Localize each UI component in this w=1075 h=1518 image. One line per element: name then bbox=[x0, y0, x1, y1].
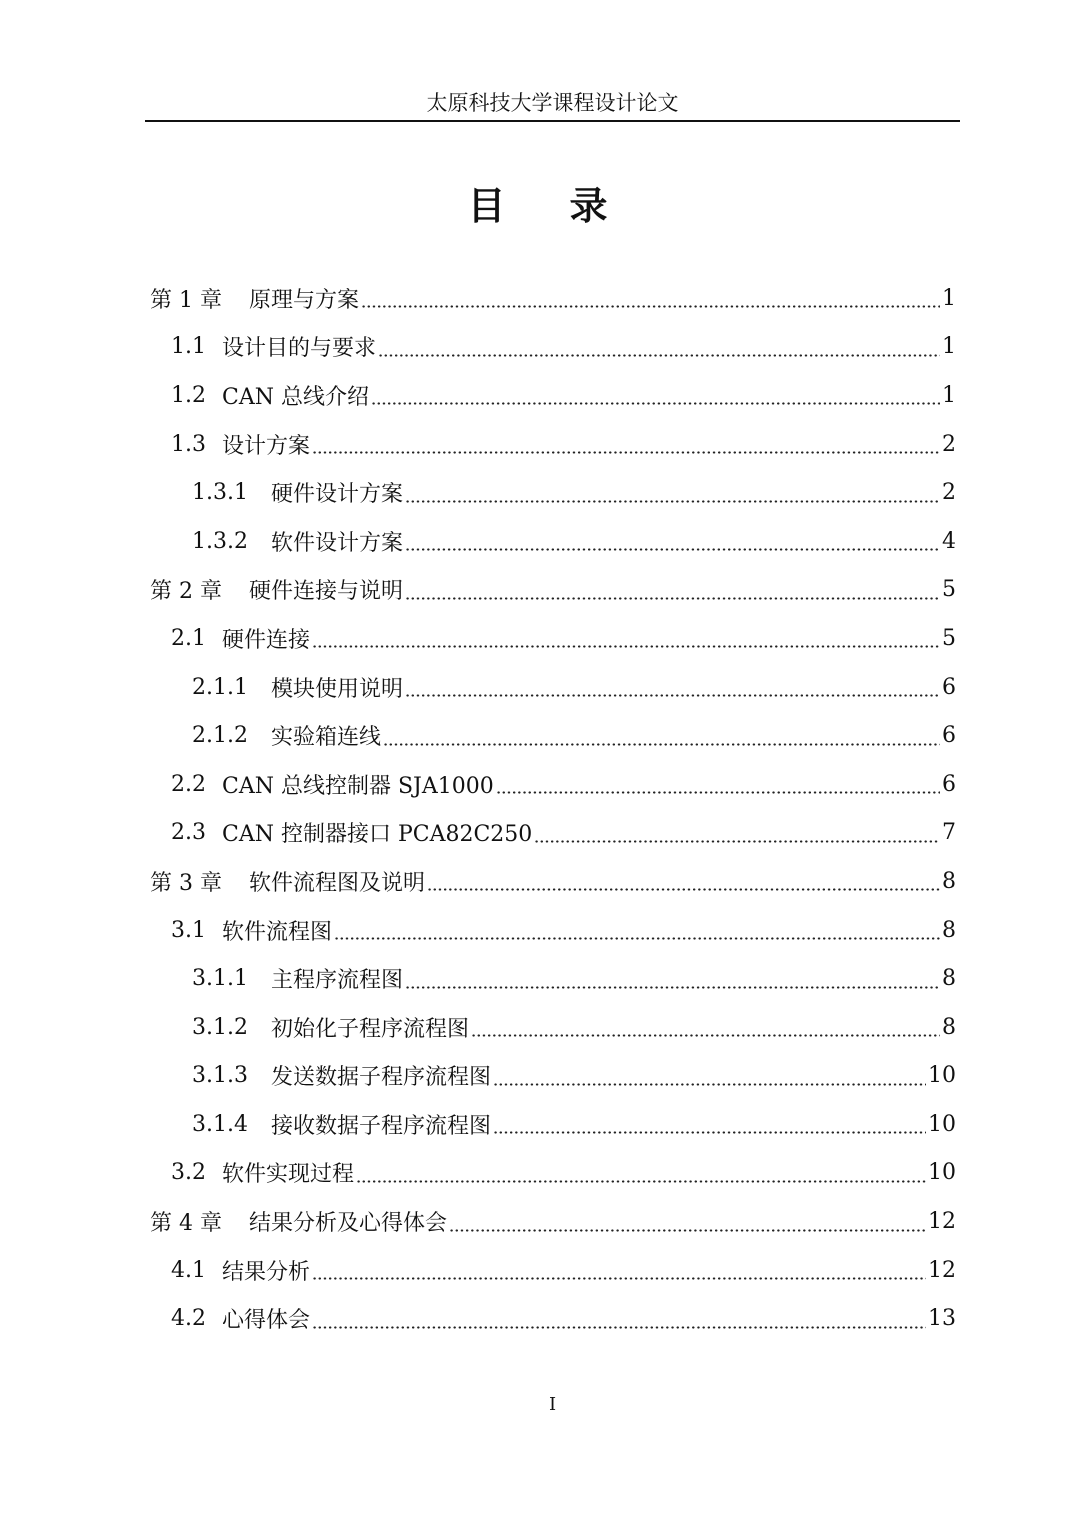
toc-entry-page: 6 bbox=[942, 723, 956, 749]
toc-dot-leader bbox=[471, 1016, 940, 1038]
toc-dot-leader bbox=[496, 773, 940, 795]
toc-entry-number: 4.1 bbox=[171, 1257, 206, 1283]
toc-entry-number: 3.1.4 bbox=[192, 1111, 248, 1137]
toc-dot-leader bbox=[312, 433, 940, 455]
toc-entry-page: 4 bbox=[942, 528, 956, 554]
toc-entry[interactable] bbox=[150, 1246, 956, 1295]
toc-entry-number: 3.1.3 bbox=[192, 1063, 248, 1089]
toc-entry-number: 第 1 章 bbox=[150, 287, 222, 313]
toc-entry[interactable] bbox=[150, 711, 956, 760]
toc-entry-page: 8 bbox=[942, 868, 956, 894]
toc-entry-page: 10 bbox=[928, 1111, 956, 1137]
toc-entry-label: CAN 总线介绍 bbox=[222, 384, 369, 410]
toc-entry[interactable] bbox=[150, 420, 956, 469]
toc-entry-number: 4.2 bbox=[171, 1306, 206, 1332]
toc-entry-number: 第 3 章 bbox=[150, 870, 222, 896]
toc-entry-page: 8 bbox=[942, 966, 956, 992]
toc-entry-page: 7 bbox=[942, 820, 956, 846]
toc-entry[interactable] bbox=[150, 1003, 956, 1052]
toc-entry[interactable] bbox=[150, 1294, 956, 1343]
toc-entry-page: 8 bbox=[942, 917, 956, 943]
toc-dot-leader bbox=[405, 482, 940, 504]
toc-dot-leader bbox=[427, 870, 940, 892]
toc-entry[interactable] bbox=[150, 809, 956, 858]
toc-entry-page: 6 bbox=[942, 674, 956, 700]
running-header bbox=[145, 88, 960, 122]
toc-entry-label: 软件设计方案 bbox=[271, 530, 404, 556]
toc-dot-leader bbox=[493, 1065, 926, 1087]
toc-title bbox=[0, 183, 1075, 229]
toc-entry[interactable] bbox=[150, 1052, 956, 1101]
toc-dot-leader bbox=[534, 822, 940, 844]
toc-entry-label: 设计方案 bbox=[222, 433, 311, 459]
toc-entry-label: 结果分析 bbox=[222, 1259, 311, 1285]
toc-entry[interactable] bbox=[150, 517, 956, 566]
toc-dot-leader bbox=[334, 919, 940, 941]
toc-entry-number: 第 4 章 bbox=[150, 1211, 222, 1237]
toc-entry-number: 3.1.1 bbox=[192, 966, 248, 992]
toc-entry-number: 1.3.1 bbox=[192, 480, 248, 506]
toc-entry-label: 实验箱连线 bbox=[271, 725, 382, 751]
toc-entry-page: 13 bbox=[928, 1306, 956, 1332]
toc-entry[interactable] bbox=[150, 468, 956, 517]
toc-entry-label: 硬件连接与说明 bbox=[249, 579, 404, 605]
toc-dot-leader bbox=[383, 725, 940, 747]
toc-entry-label: 设计目的与要求 bbox=[222, 336, 377, 362]
toc-entry-page: 8 bbox=[942, 1014, 956, 1040]
toc-entry-label: 原理与方案 bbox=[249, 287, 360, 313]
toc-dot-leader bbox=[405, 676, 940, 698]
toc-entry-label: 接收数据子程序流程图 bbox=[271, 1113, 492, 1139]
toc-dot-leader bbox=[312, 1308, 926, 1330]
toc-entry-number: 1.1 bbox=[171, 334, 206, 360]
toc-entry[interactable] bbox=[150, 1100, 956, 1149]
toc-entry-label: 初始化子程序流程图 bbox=[271, 1016, 470, 1042]
toc-entry[interactable] bbox=[150, 323, 956, 372]
toc-entry-number: 1.3.2 bbox=[192, 528, 248, 554]
page-number-text: I bbox=[548, 1394, 557, 1415]
toc-entry-label: 发送数据子程序流程图 bbox=[271, 1065, 492, 1091]
toc-entry-page: 5 bbox=[942, 577, 956, 603]
toc-entry[interactable] bbox=[150, 1149, 956, 1198]
toc-entry[interactable] bbox=[150, 274, 956, 323]
toc-entry-number: 1.2 bbox=[171, 382, 206, 408]
toc-entry-number: 第 2 章 bbox=[150, 579, 222, 605]
toc-entry-label: CAN 控制器接口 PCA82C250 bbox=[222, 822, 533, 848]
toc-entry-label: 硬件设计方案 bbox=[271, 482, 404, 508]
toc-entry[interactable] bbox=[150, 663, 956, 712]
toc-entry[interactable] bbox=[150, 760, 956, 809]
toc-entry-number: 2.1 bbox=[171, 625, 206, 651]
toc-entry-label: 主程序流程图 bbox=[271, 968, 404, 994]
toc-entry-number: 2.1.1 bbox=[192, 674, 248, 700]
toc-entry[interactable] bbox=[150, 371, 956, 420]
toc-entry[interactable] bbox=[150, 1197, 956, 1246]
toc-entry-label: 软件流程图 bbox=[222, 919, 333, 945]
toc-dot-leader bbox=[449, 1211, 926, 1233]
toc-entry-page: 1 bbox=[942, 382, 956, 408]
toc-entry-page: 10 bbox=[928, 1063, 956, 1089]
toc-entry-page: 5 bbox=[942, 625, 956, 651]
toc-dot-leader bbox=[312, 627, 940, 649]
toc-title-left: 目 bbox=[467, 183, 506, 228]
toc-entry-number: 3.1.2 bbox=[192, 1014, 248, 1040]
toc-entry-number: 2.3 bbox=[171, 820, 206, 846]
toc-entry[interactable] bbox=[150, 906, 956, 955]
toc-entry-number: 1.3 bbox=[171, 431, 206, 457]
toc-dot-leader bbox=[405, 579, 940, 601]
toc-title-right: 录 bbox=[569, 183, 608, 228]
toc-entry-label: 软件流程图及说明 bbox=[249, 870, 426, 896]
toc-entry[interactable] bbox=[150, 954, 956, 1003]
toc-entry-page: 10 bbox=[928, 1160, 956, 1186]
toc-dot-leader bbox=[405, 530, 940, 552]
toc-entry-page: 1 bbox=[942, 334, 956, 360]
toc-entry-label: 心得体会 bbox=[222, 1308, 311, 1334]
toc-entry-number: 2.2 bbox=[171, 771, 206, 797]
toc-entry-page: 12 bbox=[928, 1257, 956, 1283]
table-of-contents bbox=[150, 274, 956, 1343]
toc-entry-number: 3.2 bbox=[171, 1160, 206, 1186]
toc-entry-label: 硬件连接 bbox=[222, 627, 311, 653]
toc-entry-page: 12 bbox=[928, 1209, 956, 1235]
toc-entry-number: 2.1.2 bbox=[192, 723, 248, 749]
toc-dot-leader bbox=[312, 1259, 926, 1281]
toc-entry-label: CAN 总线控制器 SJA1000 bbox=[222, 773, 494, 799]
toc-entry[interactable] bbox=[150, 566, 956, 615]
toc-dot-leader bbox=[405, 968, 940, 990]
toc-dot-leader bbox=[378, 336, 940, 358]
toc-entry[interactable] bbox=[150, 614, 956, 663]
toc-entry-label: 软件实现过程 bbox=[222, 1162, 355, 1188]
toc-entry-page: 2 bbox=[942, 431, 956, 457]
toc-entry[interactable] bbox=[150, 857, 956, 906]
toc-entry-number: 3.1 bbox=[171, 917, 206, 943]
toc-dot-leader bbox=[356, 1162, 926, 1184]
toc-dot-leader bbox=[361, 287, 940, 309]
toc-entry-page: 1 bbox=[942, 285, 956, 311]
toc-entry-label: 模块使用说明 bbox=[271, 676, 404, 702]
toc-entry-label: 结果分析及心得体会 bbox=[249, 1211, 448, 1237]
toc-entry-page: 2 bbox=[942, 480, 956, 506]
toc-dot-leader bbox=[493, 1113, 926, 1135]
header-text: 太原科技大学课程设计论文 bbox=[426, 91, 679, 115]
toc-dot-leader bbox=[371, 384, 940, 406]
page-number bbox=[0, 1394, 1075, 1415]
toc-entry-page: 6 bbox=[942, 771, 956, 797]
